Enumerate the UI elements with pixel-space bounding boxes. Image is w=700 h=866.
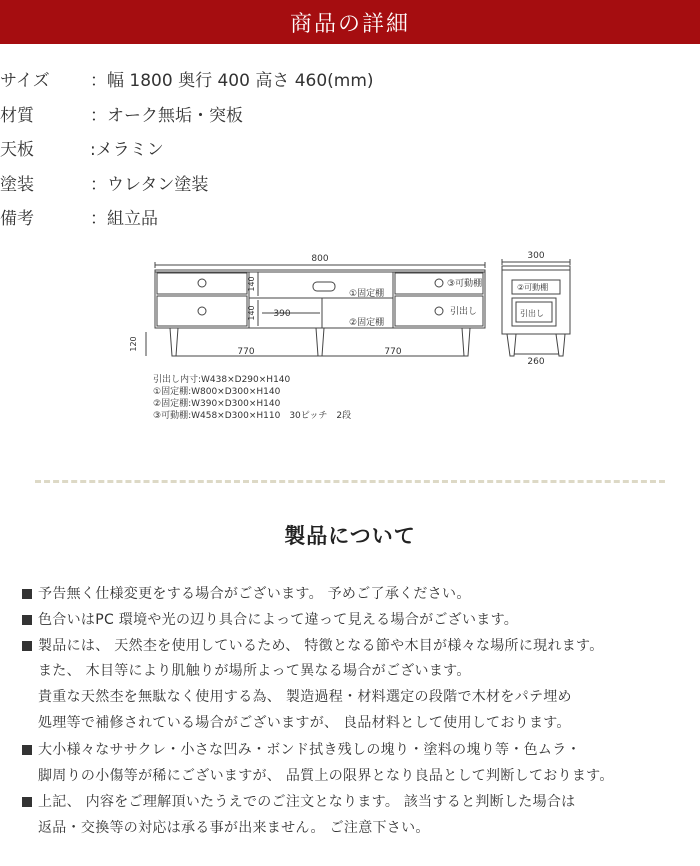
notice-text: 大小様々なササクレ・小さな凹み・ボンド拭き残しの塊り・塗料の塊り等・色ムラ・: [38, 742, 581, 758]
spec-value: ：ウレタン塗装: [90, 175, 209, 195]
cable-hole: [313, 282, 335, 291]
side-leg-left: [507, 334, 516, 356]
drawer-knobs: [198, 279, 443, 315]
notice-text: 予告無く仕様変更をする場合がございます。 予めご了承ください。: [38, 586, 471, 602]
knob-icon: [435, 307, 443, 315]
drawer-bottom-left: [157, 296, 247, 326]
square-bullet-icon: [22, 615, 32, 625]
header-banner: [0, 0, 700, 44]
square-bullet-icon: [22, 745, 32, 755]
notice-item: [22, 635, 604, 655]
notice-text: 上記、 内容をご理解頂いたうえでのご注文となります。 該当すると判断した場合は: [38, 794, 576, 810]
notice-item: [22, 791, 575, 811]
square-bullet-icon: [22, 641, 32, 651]
knob-icon: [198, 279, 206, 287]
dim-label-390: 390: [273, 309, 291, 319]
label-fixed-shelf-2: ②固定棚: [349, 318, 385, 328]
dim-label-120: 120: [129, 336, 138, 352]
square-bullet-icon: [22, 797, 32, 807]
note-line: ②固定棚:W390×D300×H140: [153, 399, 281, 409]
knob-icon: [198, 307, 206, 315]
dim-label-770-left: 770: [237, 347, 255, 357]
spec-label: 天板: [0, 140, 34, 160]
knob-icon: [435, 279, 443, 287]
note-line: 引出し内寸:W438×D290×H140: [153, 375, 291, 385]
leg-left: [170, 328, 178, 356]
dashed-divider: [35, 480, 665, 483]
notice-continuation: 貴重な天然杢を無駄なく使用する為、 製造過程・材料選定の段階で木材をパテ埋め: [38, 689, 572, 705]
dim-label-140-top: 140: [247, 276, 256, 292]
notice-continuation: 処理等で補修されている場合がございますが、 良品材料として使用しております。: [38, 715, 571, 731]
spec-label: サイズ: [0, 71, 50, 91]
side-label-drawer: 引出し: [520, 309, 544, 318]
spec-label: 塗装: [0, 175, 34, 195]
side-leg-right: [556, 334, 565, 356]
label-fixed-shelf-1: ①固定棚: [349, 289, 385, 299]
leg-middle: [316, 328, 324, 356]
notice-text: 色合いはPC 環境や光の辺り具合によって違って見える場合がございます。: [38, 612, 519, 628]
notice-continuation: 返品・交換等の対応は承る事が出来ません。 ご注意下さい。: [38, 820, 430, 836]
spec-value: ：幅 1800 奥行 400 高さ 460(mm): [90, 71, 374, 91]
dim-label-depth: 300: [527, 251, 545, 261]
notice-continuation: 脚周りの小傷等が稀にございますが、 品質上の限界となり良品として判断しております。: [38, 768, 614, 784]
spec-value: ：オーク無垢・突板: [90, 106, 243, 126]
leg-right: [462, 328, 470, 356]
dim-label-260: 260: [527, 357, 545, 367]
note-line: ①固定棚:W800×D300×H140: [153, 387, 281, 397]
square-bullet-icon: [22, 589, 32, 599]
drawer-top-left: [157, 273, 247, 294]
spec-label: 材質: [0, 106, 34, 126]
side-label-shelf: ②可動棚: [517, 283, 549, 292]
section-title: 製品について: [284, 524, 416, 548]
label-movable-shelf: ③可動棚: [447, 279, 483, 289]
notice-item: [22, 583, 471, 603]
spec-label: 備考: [0, 209, 34, 229]
note-line: ③可動棚:W458×D300×H110 30ピッチ 2段: [153, 411, 352, 421]
cabinet-body: [155, 270, 485, 328]
dim-label-140-bottom: 140: [247, 305, 256, 321]
side-view: [502, 259, 570, 356]
inner-dimensions-notes: [153, 374, 351, 422]
notice-text: 製品には、 天然杢を使用しているため、 特徴となる節や木目が様々な場所に現れます。: [38, 638, 604, 654]
front-view: [146, 262, 485, 356]
dim-label-770-right: 770: [384, 347, 402, 357]
label-drawer: 引出し: [450, 307, 478, 317]
dim-label-width: 800: [311, 254, 329, 264]
notice-item: [22, 609, 518, 629]
page-title: 商品の詳細: [289, 11, 410, 37]
spec-value: :メラミン: [90, 140, 164, 160]
notice-continuation: また、 木目等により肌触りが場所よって異なる場合がございます。: [38, 663, 471, 679]
spec-value: ：組立品: [90, 209, 158, 229]
notice-item: [22, 739, 581, 759]
